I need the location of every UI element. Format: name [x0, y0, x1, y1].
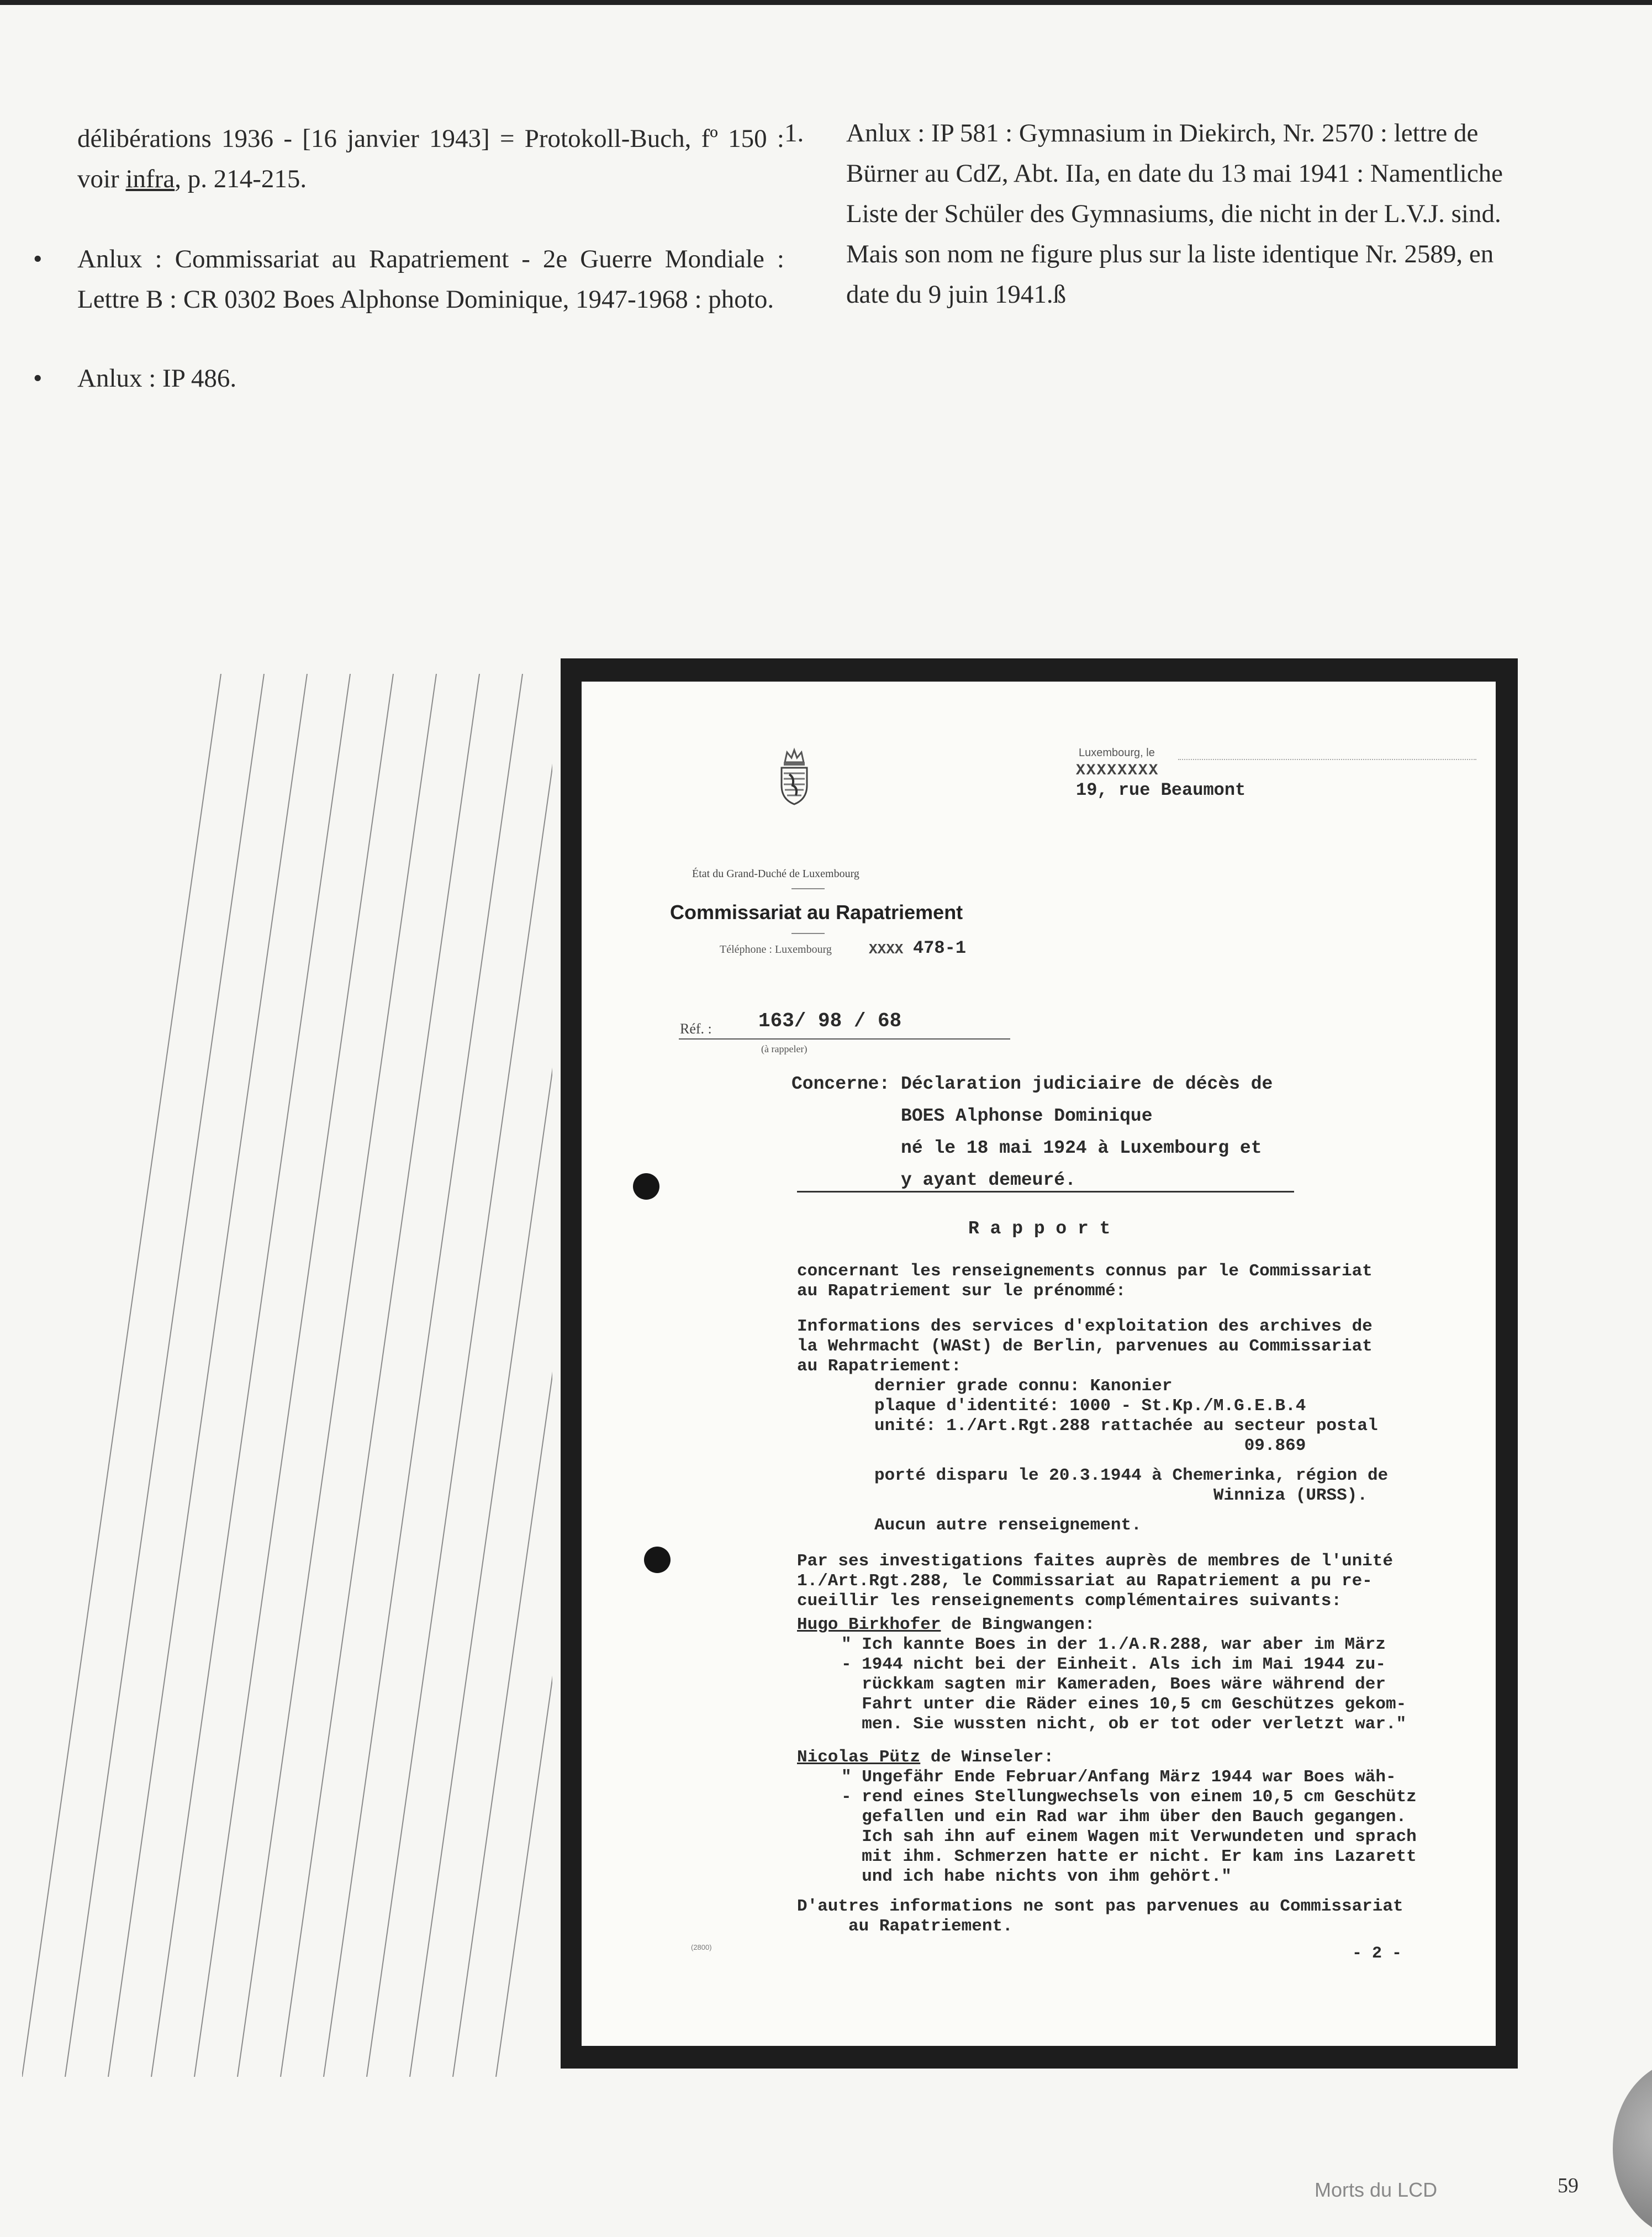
stripe-line: [65, 674, 264, 2077]
diagonal-stripes-decoration: [22, 674, 552, 2077]
witness-2: [797, 1748, 1054, 1768]
bullet-item: [33, 358, 784, 399]
concerne-line: né le 18 mai 1924 à Luxembourg et: [791, 1138, 1262, 1158]
address: 19, rue Beaumont: [1076, 780, 1246, 800]
coat-of-arms-icon: [775, 747, 814, 808]
right-column: [784, 113, 1524, 315]
soldier-details: dernier grade connu: Kanonier plaque d'identité: 1000 - St.Kp./M.G.E.B.4 unité: 1./Art.Rgt.288 rattachée au secteur postal 09.869: [874, 1376, 1378, 1455]
reference-note: (à rappeler): [761, 1043, 807, 1054]
rapport-title: R a p p o r t: [968, 1218, 1111, 1239]
footnote-number: 1.: [784, 119, 804, 147]
stripe-line: [151, 674, 350, 2077]
infra-link: infra: [125, 165, 175, 193]
left-column: [33, 119, 784, 399]
p1-text-after: , p. 214-215.: [175, 165, 307, 193]
page-number: 59: [1558, 2174, 1579, 2197]
stripe-line: [324, 674, 522, 2077]
struck-address: XXXXXXXX: [1076, 762, 1159, 779]
stripe-line: [108, 674, 307, 2077]
reference-label: Réf. :: [680, 1021, 712, 1037]
rapport-paragraph: concernant les renseignements connus par le Commissariat au Rapatriement sur le prénommé:: [797, 1262, 1373, 1301]
wast-paragraph: Informations des services d'exploitation des archives de la Wehrmacht (WASt) de Berlin, parvenues au Commissariat au Rapatriement:: [797, 1317, 1373, 1376]
bullet-symbol: •: [33, 364, 43, 393]
stripe-line: [22, 674, 221, 2077]
page-marker: - 2 -: [1352, 1944, 1402, 1963]
struck-telephone: XXXX: [869, 941, 904, 958]
page-curl-shadow: [1613, 2060, 1652, 2237]
running-title: Morts du LCD: [1315, 2178, 1438, 2201]
witness-1-origin: de Bingwangen:: [941, 1615, 1095, 1634]
separator: [791, 933, 825, 934]
concerne-line: y ayant demeuré.: [791, 1170, 1076, 1190]
stripe-line: [194, 674, 393, 2077]
stripe-line: [367, 674, 552, 2077]
bullet-text: Anlux : Commissariat au Rapatriement - 2e Guerre Mondiale : Lettre B : CR 0302 Boes Alphonse Dominique, 1947-1968 : photo.: [77, 245, 784, 314]
form-code: (2800): [691, 1943, 712, 1951]
date-dotted-line: [1178, 759, 1476, 760]
stripe-line: [453, 674, 552, 2077]
concerne-line: Concerne: Déclaration judiciaire de décès de: [791, 1074, 1273, 1094]
telephone-label: Téléphone : Luxembourg: [720, 943, 832, 956]
document-sheet: [582, 682, 1496, 2046]
separator: [791, 888, 825, 889]
continued-paragraph: [33, 119, 784, 199]
closing-paragraph: D'autres informations ne sont pas parvenues au Commissariat au Rapatriement.: [797, 1897, 1403, 1936]
state-heading: État du Grand-Duché de Luxembourg: [692, 868, 859, 880]
organisation-name: Commissariat au Rapatriement: [670, 901, 963, 924]
investigation-paragraph: Par ses investigations faites auprès de membres de l'unité 1./Art.Rgt.288, le Commissariat au Rapatriement a pu re- cueillir les renseignements complémentaires suivants:: [797, 1552, 1393, 1611]
stripe-line: [237, 674, 436, 2077]
place-date-label: Luxembourg, le: [1079, 747, 1155, 759]
top-rule: [0, 0, 1652, 5]
reference-value: 163/ 98 / 68: [758, 1010, 902, 1032]
witness-1: [797, 1615, 1095, 1635]
punch-hole: [633, 1173, 659, 1200]
telephone-number: 478-1: [913, 938, 967, 958]
bullet-symbol: •: [33, 245, 43, 273]
document-photo: [561, 658, 1518, 2069]
concerne-line: BOES Alphonse Dominique: [791, 1106, 1153, 1126]
stripe-line: [281, 674, 479, 2077]
bullet-item: [33, 239, 784, 320]
p1-text-before: délibérations 1936 - [16 janvier 1943] = Protokoll-Buch, fº 150 : voir: [77, 124, 784, 193]
stripe-line: [410, 674, 552, 2077]
no-further-info: Aucun autre renseignement.: [874, 1516, 1142, 1535]
concerne-rule: [797, 1191, 1294, 1193]
witness-1-name: Hugo Birkhofer: [797, 1615, 941, 1634]
reference-rule: [679, 1038, 1010, 1040]
missing-statement: porté disparu le 20.3.1944 à Chemerinka, région de Winniza (URSS).: [874, 1466, 1389, 1505]
bullet-text: Anlux : IP 486.: [77, 364, 237, 393]
footnote: [784, 113, 1524, 315]
witness-2-name: Nicolas Pütz: [797, 1748, 921, 1767]
punch-hole: [644, 1547, 671, 1573]
witness-2-origin: de Winseler:: [920, 1748, 1054, 1767]
concerne-block: [791, 1068, 1273, 1196]
witness-2-statement: " Ungefähr Ende Februar/Anfang März 1944 war Boes wäh- - rend eines Stellungwechsels von einem 10,5 cm Geschütz gefallen und ein Rad war ihm über den Bauch gegangen. Ich sah ihn auf einem Wagen mit Verwundeten und sprach mit ihm. Schmerzen hatte er nicht. Er kam ins Lazarett und ich habe nichts von ihm gehört.": [841, 1768, 1417, 1886]
witness-1-statement: " Ich kannte Boes in der 1./A.R.288, war aber im März - 1944 nicht bei der Einheit. Als ich im Mai 1944 zu- rückkam sagten mir Kameraden, Boes wäre während der Fahrt unter die Räder eines 10,5 cm Geschützes gekom- men. Sie wussten nicht, ob er tot oder verletzt war.": [841, 1635, 1407, 1734]
footnote-text: Anlux : IP 581 : Gymnasium in Diekirch, Nr. 2570 : lettre de Bürner au CdZ, Abt. IIa, en date du 13 mai 1941 : Namentliche Liste der Schüler des Gymnasiums, die nicht in der L.V.J. sind. Mais son nom ne figure plus sur la liste identique Nr. 2589, en date du 9 juin 1941.ß: [846, 119, 1503, 309]
stripe-line: [496, 674, 552, 2077]
